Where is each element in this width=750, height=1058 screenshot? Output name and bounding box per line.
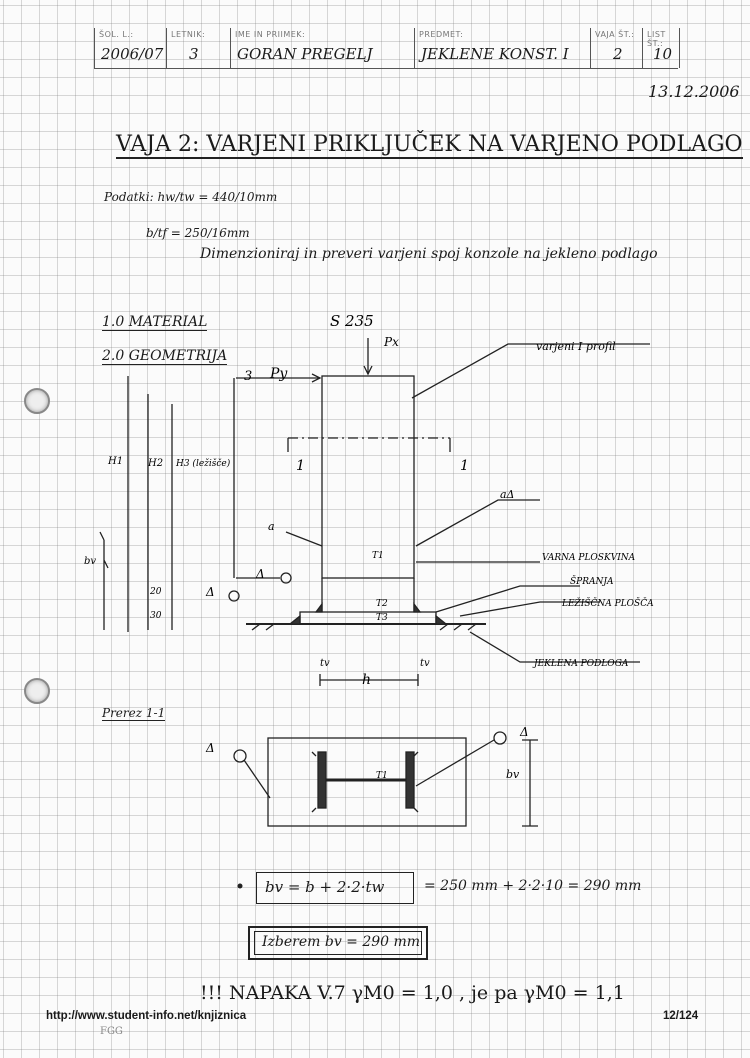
h3-label: H3 (ležišče) [176, 459, 231, 469]
dim-20: 20 [150, 587, 162, 597]
bv-label-section: bv [506, 768, 520, 781]
steel-base-label: JEKLENA PODLOGA [534, 659, 629, 669]
cross-section-plate [268, 738, 466, 826]
h1-label: H1 [108, 456, 124, 467]
bv-label: bv [84, 556, 97, 567]
footer-page: 12/124 [663, 1010, 699, 1022]
header-value: JEKLENE KONST. I [421, 45, 569, 63]
header-value: GORAN PREGELJ [237, 45, 373, 63]
header-value: 3 [189, 45, 199, 63]
date: 13.12.2006 [648, 82, 740, 101]
page-title: VAJA 2: VARJENI PRIKLJUČEK NA VARJENO PODLAGO [116, 132, 743, 157]
header-value: 2006/07 [101, 45, 164, 63]
footer-url[interactable]: http://www.student-info.net/knjiznica [46, 1010, 247, 1022]
weld-a-label: a [268, 520, 275, 533]
flange-left [318, 752, 326, 808]
header-label: IME IN PRIIMEK: [235, 30, 306, 39]
weld-delta-label-4: Δ [520, 725, 529, 739]
tv-label-right: tv [420, 658, 430, 669]
weld-delta-label: Δ [256, 567, 265, 581]
header-label: PREDMET: [419, 30, 464, 39]
bv-dimension-2 [522, 740, 538, 826]
section-material: 1.0 MATERIAL [102, 314, 208, 330]
formula-box [256, 872, 414, 904]
formula-result: = 250 mm + 2·2·10 = 290 mm [424, 878, 642, 894]
base-plate-label: LEŽIŠČNA PLOŠČA [562, 599, 654, 609]
weld-delta-label-2: Δ [206, 585, 215, 599]
t2-label: T2 [376, 599, 388, 609]
given-data-line2: b/tf = 250/16mm [146, 226, 250, 240]
rib-plane-label: VARNA PLOSKVINA [542, 553, 636, 563]
weld-delta-label-3: Δ [206, 741, 215, 755]
section-mark-left: 1 [296, 458, 305, 474]
h2-label: H2 [148, 458, 164, 469]
seam-label: ŠPRANJA [570, 577, 614, 587]
t1-label: T1 [372, 551, 384, 561]
px-label: Px [384, 335, 399, 349]
section-geometry: 2.0 GEOMETRIJA [102, 348, 228, 364]
t3-label: T3 [376, 613, 388, 623]
py-label: Py [270, 366, 288, 382]
header-value: 10 [653, 45, 673, 63]
section-cut-title: Prerez 1-1 [102, 706, 166, 720]
header-label: ŠOL. L.: [99, 30, 134, 39]
header-label: VAJA ŠT.: [595, 30, 635, 39]
cross-section-leaders [244, 740, 494, 798]
task-text: Dimenzioniraj in preveri varjeni spoj konzole na jekleno podlago [200, 246, 658, 262]
weld-symbol-circle-4 [494, 732, 506, 744]
header-label: LIST ŠT.: [647, 30, 666, 48]
chosen-value: Izberem bv = 290 mm [262, 934, 421, 950]
error-note: !!! NAPAKA V.7 γM0 = 1,0 , je pa γM0 = 1,1 [200, 982, 625, 1004]
dim-30: 30 [150, 611, 162, 621]
weld-a-delta-label: aΔ [500, 488, 515, 501]
header-label: LETNIK: [171, 30, 206, 39]
footer-code: FGG [100, 1026, 123, 1037]
bullet [238, 884, 243, 889]
weld-marks [312, 752, 418, 812]
h-label: h [362, 672, 372, 688]
chosen-box [248, 926, 428, 960]
profile-label: varjeni I profil [536, 340, 616, 353]
section-mark-right: 1 [460, 458, 469, 474]
flange-right [406, 752, 414, 808]
dim-3: 3 [244, 369, 253, 384]
given-data-line1: Podatki: hw/tw = 440/10mm [104, 190, 278, 204]
t1-label-section: T1 [376, 771, 388, 781]
tv-label-left: tv [320, 658, 330, 669]
formula-main: bv = b + 2·2·tw [265, 878, 385, 896]
header-value: 2 [613, 45, 623, 63]
steel-grade: S 235 [330, 312, 374, 330]
